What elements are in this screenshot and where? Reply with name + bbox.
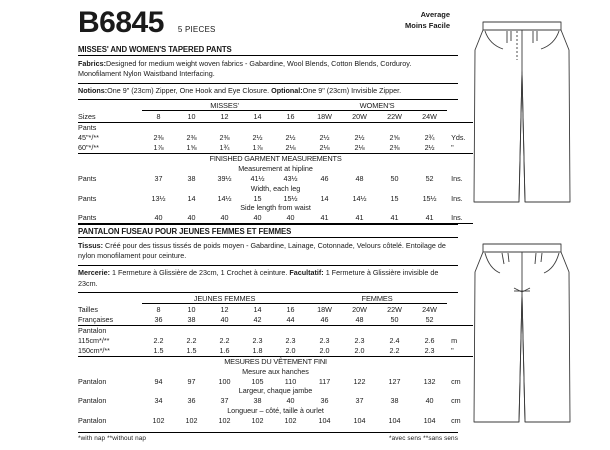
- mercerie-block: [78, 266, 458, 294]
- mesure-cell: 132: [423, 376, 436, 386]
- yardage-cell: 1⅞: [142, 143, 175, 154]
- measure-cell: 46: [320, 173, 329, 183]
- yardage-cell: 2⅛: [307, 143, 342, 154]
- measure-cell: 15: [390, 193, 399, 203]
- tailles-row: [78, 305, 473, 315]
- measure-cell: 37: [154, 173, 163, 183]
- notions-block: [78, 84, 458, 101]
- measure-cell: 15½: [422, 193, 437, 203]
- size-cell: 14: [241, 112, 274, 123]
- group-header-row: [78, 293, 473, 304]
- measure-cell: 41: [377, 213, 412, 224]
- francaise-cell: 46: [307, 314, 342, 325]
- metrage-cell: 2.0: [274, 345, 307, 356]
- mesure-row: [78, 396, 473, 406]
- measure-heading-row: [78, 164, 473, 174]
- size-cell: 12: [208, 112, 241, 123]
- size-cell: 20W: [342, 112, 377, 123]
- metrage-cell: 2.2: [377, 345, 412, 356]
- mesure-heading: Longueur – côté, taille à ourlet: [227, 405, 324, 415]
- measure-cell: 41: [342, 213, 377, 224]
- mesure-cell: 102: [185, 415, 198, 425]
- sizes-label: Sizes: [78, 112, 142, 123]
- francaise-cell: 48: [342, 314, 377, 325]
- spacer-cell: [142, 325, 473, 335]
- taille-cell: 14: [253, 304, 262, 314]
- size-cell: 22W: [377, 112, 412, 123]
- mesure-heading-row: [78, 406, 473, 416]
- facultatif-label: Facultatif:: [289, 268, 324, 278]
- mesure-row: [78, 415, 473, 425]
- yardage-unit: ": [447, 143, 473, 154]
- taille-cell: 16: [286, 304, 295, 314]
- metrage-cell: 2.6: [424, 335, 435, 345]
- mesure-cell: 122: [353, 376, 366, 386]
- fabrics-text: Designed for medium weight woven fabrics - Gabardine, Wool Blends, Cotton Blends, Corduroy. Monofilament Nylon Waistband Interfacing.: [78, 58, 412, 79]
- difficulty-english: Average: [420, 10, 450, 19]
- yardage-cell: 2½: [252, 133, 263, 143]
- measure-cell: 39½: [217, 173, 232, 183]
- mesure-heading: Largeur, chaque jambe: [238, 386, 313, 396]
- metrage-cell: 2.3: [354, 335, 365, 345]
- mesure-row-label: Pantalon: [78, 376, 107, 386]
- metrage-cell: 1.6: [208, 345, 241, 356]
- mesure-cell: 104: [423, 415, 436, 425]
- mesure-cell: 37: [355, 396, 364, 406]
- pants-front-illustration: [462, 10, 602, 222]
- optional-label: Optional:: [271, 86, 303, 96]
- metrage-unit: m: [451, 335, 458, 345]
- measure-row-label: Pants: [78, 193, 97, 203]
- measure-unit: Ins.: [447, 213, 473, 224]
- measure-heading: Side length from waist: [240, 203, 311, 213]
- measure-cell: 40: [175, 213, 208, 224]
- tissus-block: [78, 238, 458, 266]
- yardage-cell: 2½: [412, 143, 447, 154]
- yardage-row: [78, 133, 473, 143]
- metrage-cell: 2.4: [389, 335, 400, 345]
- measure-cell: 14½: [217, 193, 232, 203]
- mesure-unit: cm: [451, 396, 461, 406]
- yardage-cell: 2½: [285, 133, 296, 143]
- metrage-width-label: 150cm*/**: [78, 345, 142, 356]
- spacer-cell: [142, 123, 473, 133]
- measure-unit: Ins.: [451, 173, 463, 183]
- yardage-cell: 1⅝: [175, 143, 208, 154]
- facultatif-text: 1 Fermeture à Glissière invisible de 23cm.: [78, 268, 439, 288]
- illustration-column: [458, 0, 610, 450]
- yardage-cell: 2⅜: [186, 133, 197, 143]
- yardage-width-label: 60"*/**: [78, 143, 142, 154]
- metrage-cell: 2.2: [219, 335, 230, 345]
- notions-text: One 9" (23cm) Zipper, One Hook and Eye Closure.: [107, 86, 270, 96]
- metrage-row: [78, 336, 473, 346]
- measure-row: [78, 193, 473, 203]
- mesure-cell: 94: [154, 376, 163, 386]
- francaises-row: [78, 314, 473, 325]
- measure-cell: 14: [187, 193, 196, 203]
- group-womens: WOMEN'S: [307, 100, 447, 111]
- yardage-row: [78, 143, 473, 154]
- measure-row-label: Pants: [78, 213, 142, 224]
- francaises-label: Françaises: [78, 314, 142, 325]
- francaise-cell: 44: [274, 314, 307, 325]
- group-femmes: FEMMES: [307, 293, 447, 304]
- measure-cell: 41½: [250, 173, 265, 183]
- measure-heading-row: [78, 183, 473, 193]
- measure-cell: 40: [142, 213, 175, 224]
- yardage-cell: 2½: [319, 133, 330, 143]
- pants-subhead-row: [78, 123, 473, 133]
- mesure-cell: 37: [220, 396, 229, 406]
- mesure-row: [78, 376, 473, 386]
- francaise-cell: 50: [377, 314, 412, 325]
- measure-cell: 14½: [352, 193, 367, 203]
- mesure-cell: 104: [388, 415, 401, 425]
- measure-row: [78, 213, 473, 224]
- fgm-heading-row: [78, 154, 473, 164]
- measure-cell: 15: [253, 193, 262, 203]
- francaise-cell: 38: [175, 314, 208, 325]
- yardage-cell: 2½: [354, 133, 365, 143]
- group-misses: MISSES': [142, 100, 307, 111]
- measure-heading-row: [78, 203, 473, 213]
- yardage-cell: 2⅜: [219, 133, 230, 143]
- measure-cell: 40: [208, 213, 241, 224]
- size-cell: 10: [175, 112, 208, 123]
- tailles-label: Tailles: [78, 304, 98, 314]
- mesure-cell: 34: [154, 396, 163, 406]
- notions-label: Notions:: [78, 86, 108, 96]
- fgm-heading: FINISHED GARMENT MEASUREMENTS: [209, 154, 342, 164]
- pantalon-subhead-row: [78, 325, 473, 335]
- tissus-text: Créé pour des tissus tissés de poids moyen - Gabardine, Lainage, Cotonnade, Velours côtelé. Entoilage de nylon monofilament pour ceinture.: [78, 240, 446, 261]
- metrage-cell: 1.5: [175, 345, 208, 356]
- measure-heading: Measurement at hipline: [238, 164, 313, 174]
- metrage-cell: 2.3: [319, 335, 330, 345]
- tissus-label: Tissus:: [78, 240, 104, 250]
- yardage-cell: 2⅛: [274, 143, 307, 154]
- size-cell: 24W: [412, 112, 447, 123]
- mesure-cell: 127: [388, 376, 401, 386]
- measure-unit: Ins.: [451, 193, 463, 203]
- mesure-row-label: Pantalon: [78, 396, 107, 406]
- taille-cell: 12: [220, 304, 229, 314]
- mesure-heading-row: [78, 386, 473, 396]
- metrage-cell: 2.3: [412, 345, 447, 356]
- mesure-heading: Mesure aux hanches: [242, 366, 309, 376]
- mesure-cell: 102: [284, 415, 297, 425]
- mercerie-label: Mercerie:: [78, 268, 110, 278]
- measure-heading: Width, each leg: [250, 183, 301, 193]
- metrage-cell: 2.0: [307, 345, 342, 356]
- taille-cell: 24W: [422, 304, 437, 314]
- yardage-cell: 2¾: [424, 133, 435, 143]
- taille-cell: 10: [187, 304, 196, 314]
- pants-back-illustration: [462, 232, 602, 442]
- size-cell: 16: [274, 112, 307, 123]
- measure-cell: 50: [390, 173, 399, 183]
- spacer-cell: [78, 100, 142, 111]
- mesure-cell: 102: [251, 415, 264, 425]
- header: [78, 8, 458, 38]
- taille-cell: 8: [156, 304, 161, 314]
- mesure-cell: 104: [318, 415, 331, 425]
- mesure-cell: 100: [218, 376, 231, 386]
- yardage-cell: 2⅝: [389, 133, 400, 143]
- size-cell: 18W: [307, 112, 342, 123]
- piece-count: 5 PIECES: [177, 25, 216, 34]
- metrage-unit: ": [447, 345, 473, 356]
- french-size-table: [78, 293, 473, 425]
- measure-cell: 14: [320, 193, 329, 203]
- yardage-width-label: 45"*/**: [78, 133, 99, 143]
- metrage-width-label: 115cm*/**: [78, 335, 110, 345]
- taille-cell: 20W: [352, 304, 367, 314]
- mvf-heading-row: [78, 356, 473, 366]
- mesure-unit: cm: [451, 376, 461, 386]
- mesure-cell: 105: [251, 376, 264, 386]
- pattern-number: B6845: [78, 6, 164, 39]
- nap-note-english: *with nap **without nap: [78, 435, 147, 442]
- measure-cell: 13½: [151, 193, 166, 203]
- yardage-cell: 1¾: [208, 143, 241, 154]
- sizes-row: [78, 112, 473, 123]
- measure-cell: 40: [274, 213, 307, 224]
- page-title-french: PANTALON FUSEAU POUR JEUNES FEMMES ET FEMMES: [78, 224, 458, 238]
- optional-text: One 9" (23cm) Invisible Zipper.: [302, 86, 402, 96]
- mesure-cell: 40: [425, 396, 434, 406]
- measure-cell: 15½: [283, 193, 298, 203]
- measure-cell: 40: [241, 213, 274, 224]
- measure-row: [78, 174, 473, 184]
- group-jeunes-femmes: JEUNES FEMMES: [142, 293, 307, 304]
- mesure-cell: 117: [318, 376, 331, 386]
- nap-footnote: [78, 432, 458, 443]
- page-title-english: MISSES' AND WOMEN'S TAPERED PANTS: [78, 45, 458, 56]
- group-header-row: [78, 100, 473, 111]
- mesure-row-label: Pantalon: [78, 415, 107, 425]
- measure-cell: 41: [412, 213, 447, 224]
- francaise-cell: 40: [208, 314, 241, 325]
- yardage-cell: 1⅞: [241, 143, 274, 154]
- yardage-cell: 2⅜: [153, 133, 164, 143]
- metrage-cell: 2.2: [153, 335, 164, 345]
- metrage-cell: 1.5: [142, 345, 175, 356]
- metrage-row: [78, 345, 473, 356]
- mesure-cell: 97: [187, 376, 196, 386]
- mesure-cell: 38: [390, 396, 399, 406]
- mesure-cell: 102: [218, 415, 231, 425]
- francaise-cell: 36: [142, 314, 175, 325]
- francaise-cell: 52: [412, 314, 447, 325]
- size-cell: 8: [142, 112, 175, 123]
- mercerie-text: 1 Fermeture à Glissière de 23cm, 1 Crochet à ceinture.: [111, 268, 288, 278]
- metrage-cell: 1.8: [241, 345, 274, 356]
- yardage-cell: 2⅛: [342, 143, 377, 154]
- english-size-table: [78, 100, 473, 224]
- measure-row-label: Pants: [78, 173, 97, 183]
- metrage-cell: 2.2: [186, 335, 197, 345]
- metrage-cell: 2.0: [342, 345, 377, 356]
- spacer-cell: [78, 293, 142, 304]
- measure-cell: 41: [307, 213, 342, 224]
- measure-cell: 48: [355, 173, 364, 183]
- pantalon-label: Pantalon: [78, 326, 107, 336]
- nap-note-french: *avec sens **sans sens: [389, 435, 458, 442]
- mesure-cell: 102: [152, 415, 165, 425]
- difficulty-rating: [405, 10, 450, 32]
- mesure-heading-row: [78, 366, 473, 376]
- mesure-cell: 40: [286, 396, 295, 406]
- metrage-cell: 2.3: [252, 335, 263, 345]
- metrage-cell: 2.3: [285, 335, 296, 345]
- mesure-cell: 36: [320, 396, 329, 406]
- yardage-unit: Yds.: [451, 133, 466, 143]
- mesure-cell: 36: [187, 396, 196, 406]
- mesure-unit: cm: [451, 415, 461, 425]
- mvf-heading: MESURES DU VÊTEMENT FINI: [224, 357, 327, 367]
- measure-cell: 43½: [283, 173, 298, 183]
- mesure-cell: 38: [253, 396, 262, 406]
- francaise-cell: 42: [241, 314, 274, 325]
- measure-cell: 52: [425, 173, 434, 183]
- taille-cell: 22W: [387, 304, 402, 314]
- fabrics-label: Fabrics:: [78, 58, 106, 68]
- yardage-cell: 2⅜: [377, 143, 412, 154]
- pants-label: Pants: [78, 123, 97, 133]
- taille-cell: 18W: [317, 304, 332, 314]
- measure-cell: 38: [187, 173, 196, 183]
- fabrics-block: [78, 56, 458, 84]
- mesure-cell: 104: [353, 415, 366, 425]
- difficulty-french: Moins Facile: [404, 20, 450, 30]
- mesure-cell: 110: [284, 376, 297, 386]
